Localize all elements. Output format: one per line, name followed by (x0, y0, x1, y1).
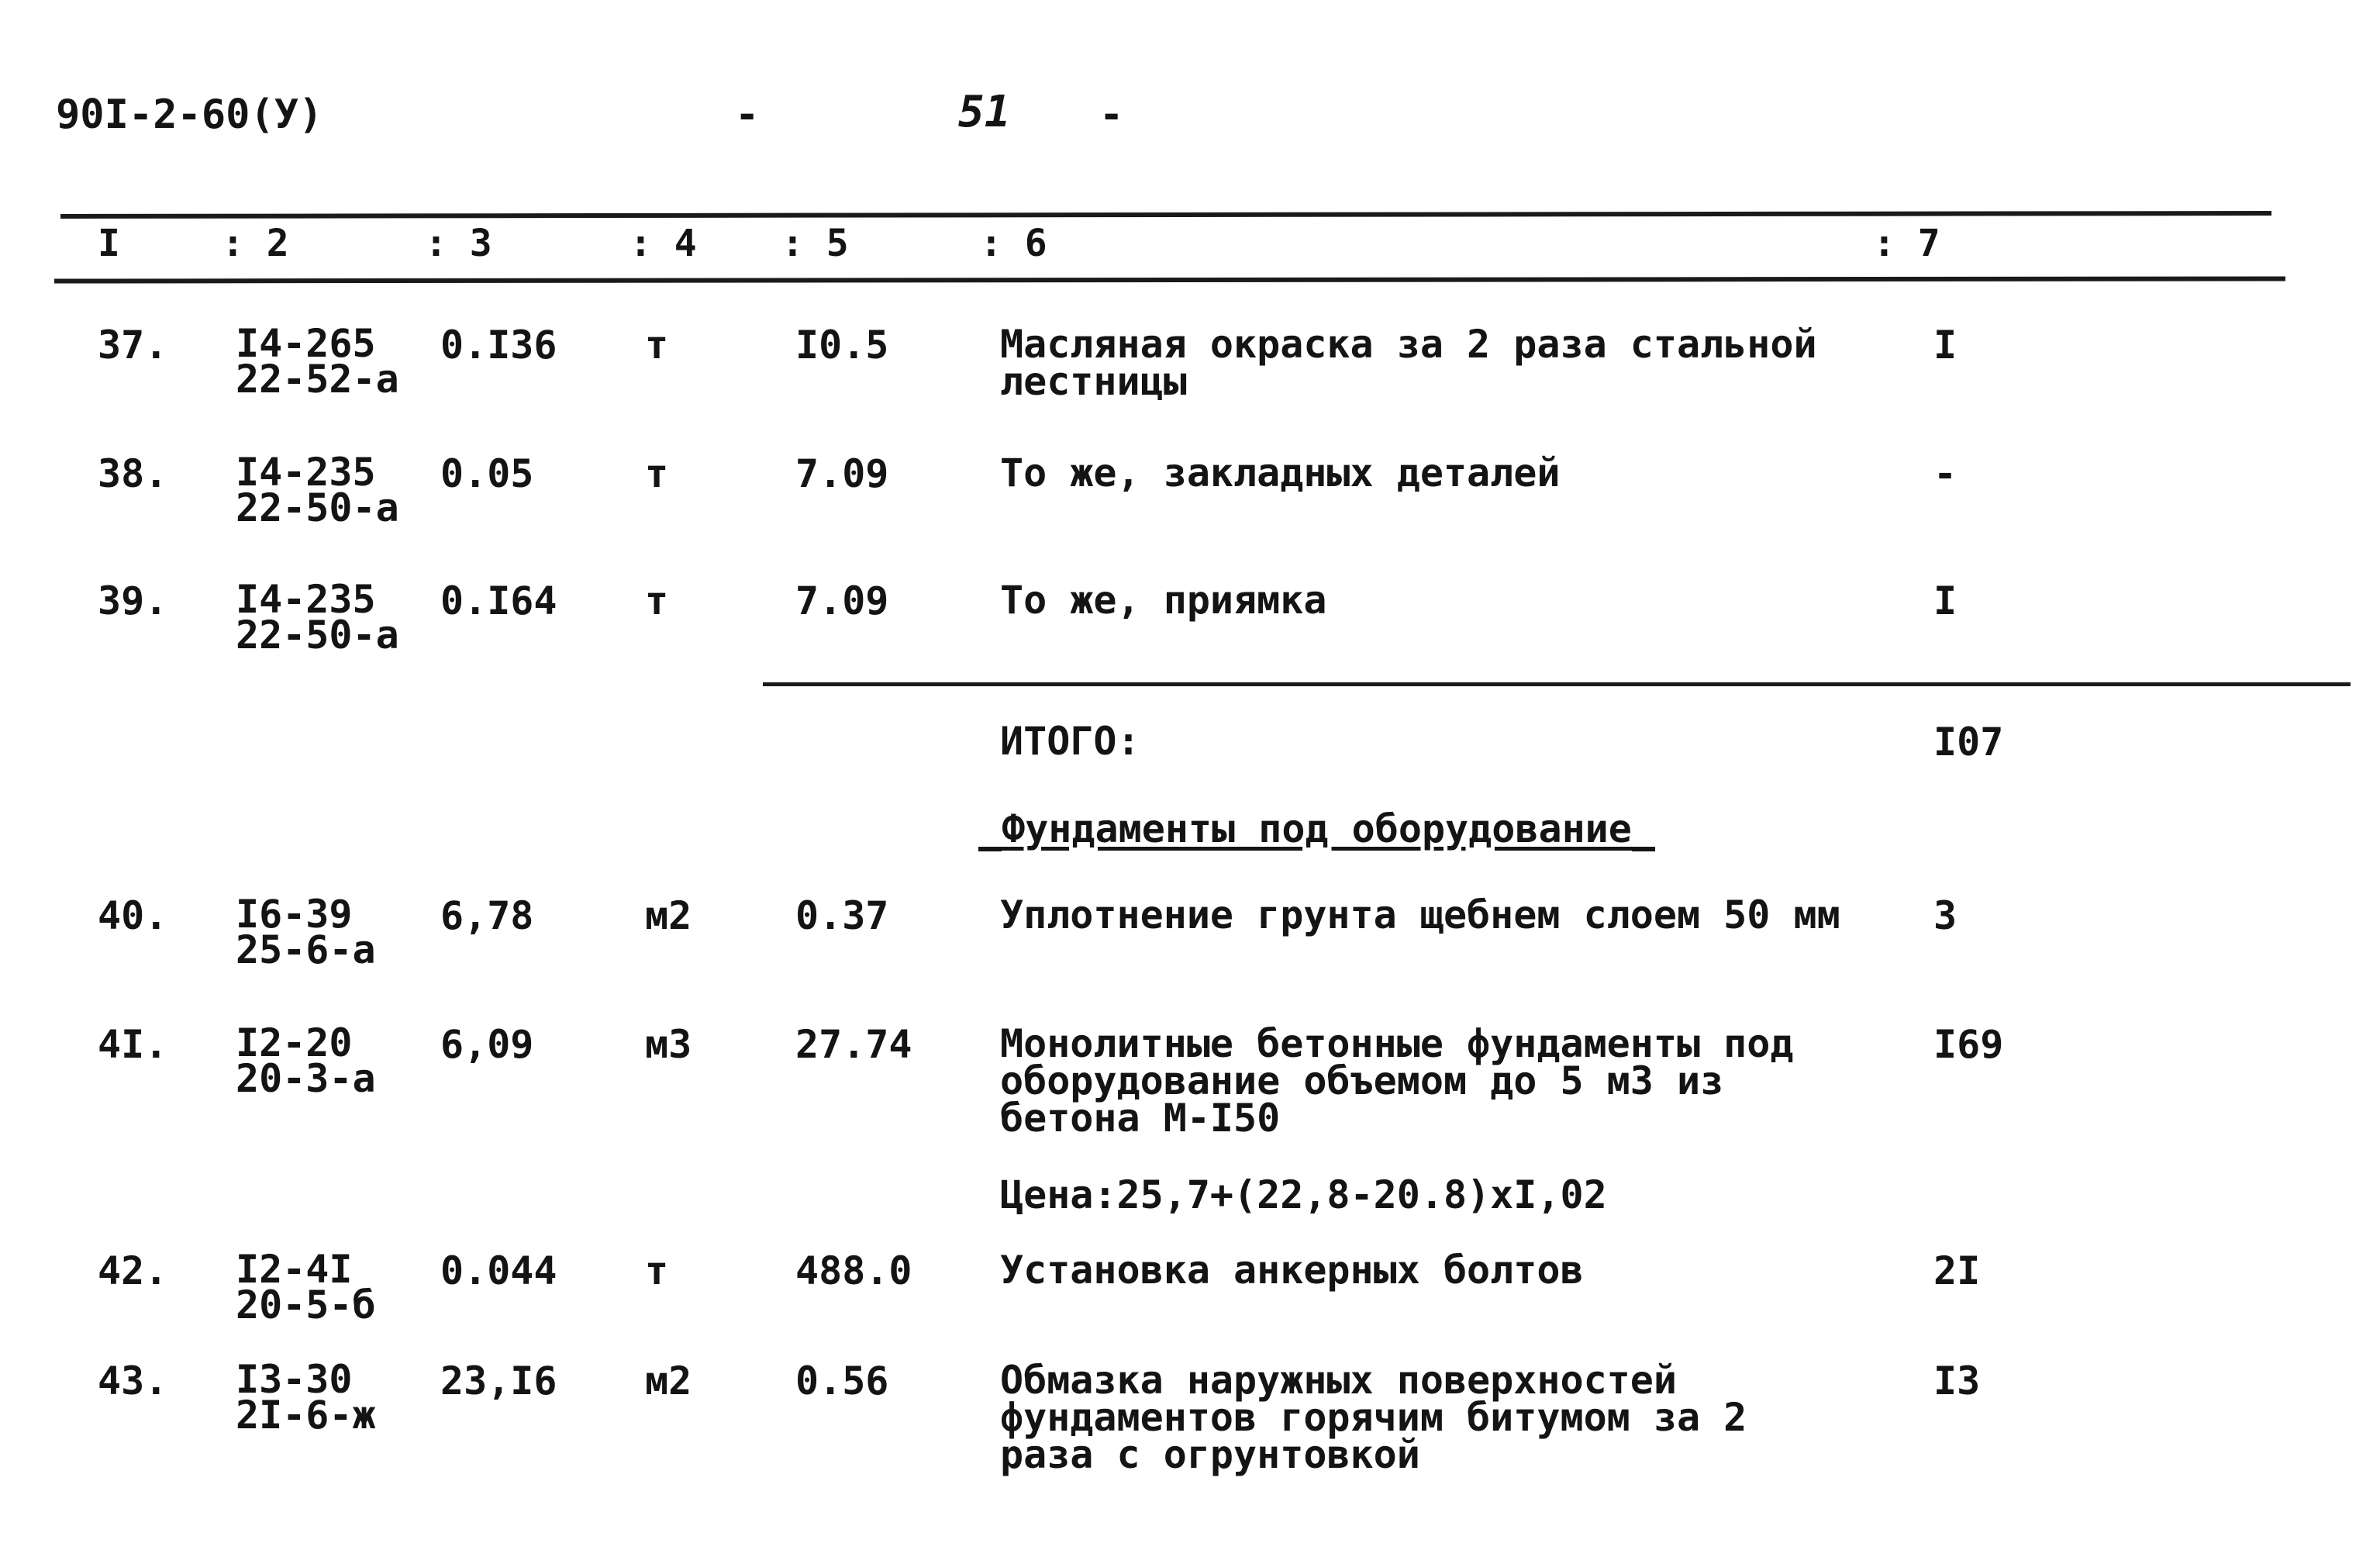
column-header-4: : 4 (629, 222, 697, 265)
header-dash-left: - (735, 91, 760, 138)
row-total: - (1933, 451, 1957, 496)
rate-code (236, 1020, 376, 1101)
rate-code (236, 1357, 376, 1438)
rate-code-line-2: 22-52-а (236, 357, 399, 402)
work-description: То же, закладных деталей (1000, 451, 1561, 495)
section-heading: _Фундаменты под оборудование_ (978, 806, 1655, 851)
row-total: I3 (1933, 1358, 1981, 1403)
page-number: 51 (958, 87, 1011, 137)
rate-code-line-2: 2I-6-ж (236, 1393, 376, 1438)
rate-code (236, 1247, 376, 1327)
rate-code-line-1: I4-235 (236, 450, 376, 495)
rate-code-line-1: I3-30 (236, 1357, 353, 1402)
quantity: 0.I36 (440, 323, 557, 368)
column-header-2: : 2 (222, 222, 289, 265)
row-total: 3 (1933, 893, 1957, 938)
unit-price: 27.74 (795, 1022, 912, 1067)
column-header-1: I (98, 222, 120, 265)
unit: м2 (645, 1358, 692, 1403)
work-description: Монолитные бетонные фундаменты под оборудование объемом до 5 м3 из бетона М-I50 (1000, 1021, 1794, 1141)
quantity: 0.I64 (440, 578, 557, 623)
rate-code (236, 450, 399, 530)
unit: т (645, 1248, 669, 1293)
rate-code-line-2: 22-50-а (236, 613, 399, 658)
row-number: 39. (98, 578, 168, 623)
subtotal-value: I07 (1933, 720, 2004, 765)
row-number: 38. (98, 451, 168, 496)
unit-price: 0.56 (795, 1358, 889, 1403)
rate-code-line-2: 20-5-б (236, 1283, 376, 1327)
column-header-5: : 5 (781, 222, 849, 265)
unit: т (645, 323, 669, 368)
rate-code (236, 892, 376, 972)
quantity: 0.05 (440, 451, 534, 496)
rate-code-line-1: I4-235 (236, 577, 376, 622)
rate-code-line-2: 25-6-а (236, 927, 376, 972)
rate-code-line-1: I2-20 (236, 1020, 353, 1065)
row-number: 42. (98, 1248, 168, 1293)
row-total: I69 (1933, 1022, 2004, 1067)
quantity: 6,09 (440, 1022, 534, 1067)
rate-code-line-2: 22-50-а (236, 485, 399, 530)
row-total: I (1933, 578, 1957, 623)
work-description: Масляная окраска за 2 раза стальной лестницы (1000, 322, 1817, 404)
unit-price: 7.09 (795, 451, 889, 496)
unit: м3 (645, 1022, 692, 1067)
quantity: 6,78 (440, 893, 534, 938)
work-description: Установка анкерных болтов (1000, 1248, 1584, 1293)
header-dash-right: - (1099, 91, 1124, 138)
price-formula-note: Цена:25,7+(22,8-20.8)хI,02 (1000, 1172, 1607, 1217)
row-number: 37. (98, 323, 168, 368)
quantity: 23,I6 (440, 1358, 557, 1403)
document-code: 90I-2-60(У) (56, 91, 323, 138)
quantity: 0.044 (440, 1248, 557, 1293)
unit: м2 (645, 893, 692, 938)
rate-code-line-1: I6-39 (236, 892, 353, 937)
column-header-3: : 3 (425, 222, 492, 265)
unit-price: 488.0 (795, 1248, 912, 1293)
rate-code-line-2: 20-3-а (236, 1056, 376, 1101)
rate-code-line-1: I4-265 (236, 321, 376, 366)
rate-code-line-1: I2-4I (236, 1247, 353, 1292)
unit-price: 0.37 (795, 893, 889, 938)
row-number: 4I. (98, 1022, 168, 1067)
unit: т (645, 451, 669, 496)
column-header-6: : 6 (980, 222, 1047, 265)
work-description: Обмазка наружных поверхностей фундаментов горячим битумом за 2 раза с огрунтовкой (1000, 1358, 1747, 1477)
row-number: 43. (98, 1358, 168, 1403)
row-total: 2I (1933, 1248, 1981, 1293)
rate-code (236, 321, 399, 402)
subtotal-rule (763, 682, 2351, 686)
unit-price: 7.09 (795, 578, 889, 623)
subtotal-label: ИТОГО: (1000, 719, 1140, 764)
unit: т (645, 578, 669, 623)
rate-code (236, 577, 399, 658)
work-description: То же, приямка (1000, 578, 1327, 623)
row-number: 40. (98, 893, 168, 938)
row-total: I (1933, 323, 1957, 368)
unit-price: I0.5 (795, 323, 889, 368)
work-description: Уплотнение грунта щебнем слоем 50 мм (1000, 892, 1840, 937)
column-header-7: : 7 (1873, 222, 1940, 265)
